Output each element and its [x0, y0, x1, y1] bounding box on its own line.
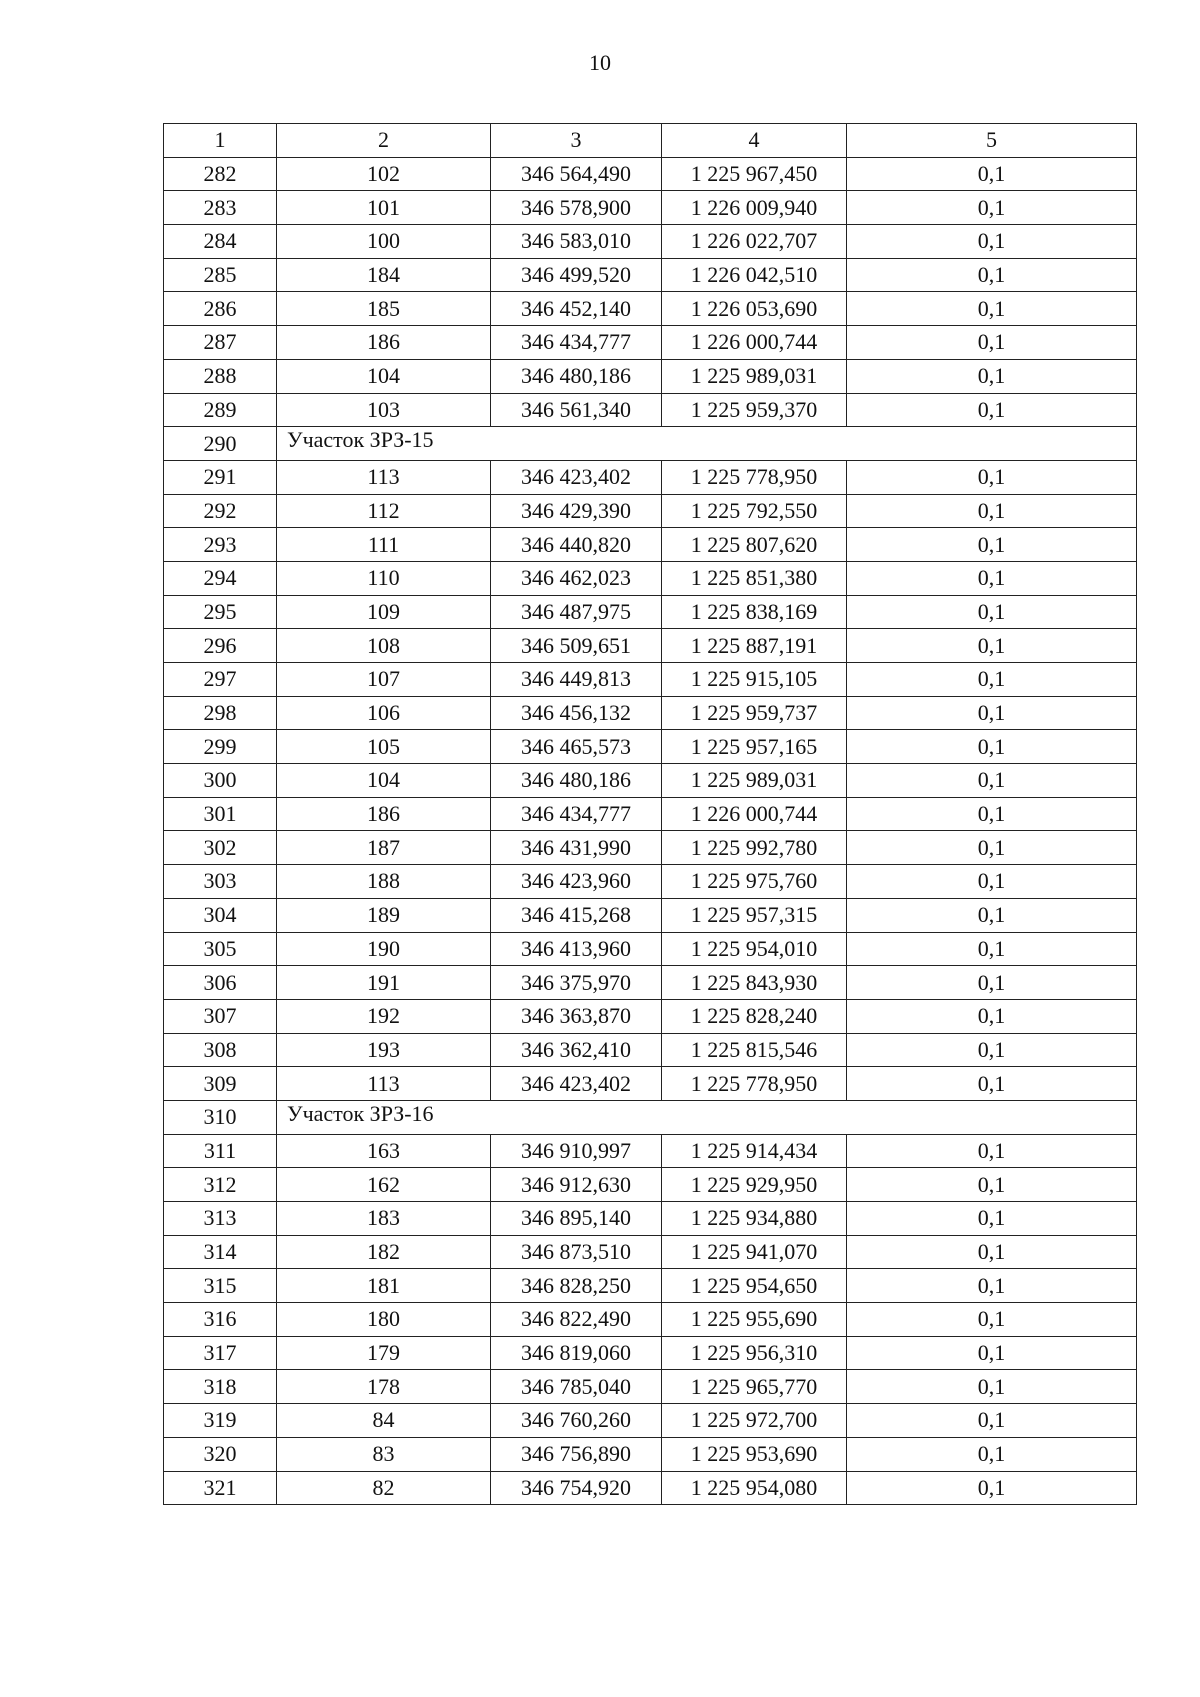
row-number-cell: 317: [164, 1336, 277, 1370]
table-row: [164, 561, 1137, 595]
accuracy-cell: 0,1: [847, 629, 1137, 663]
accuracy-cell: 0,1: [847, 1067, 1137, 1101]
y-coordinate-cell: 1 225 843,930: [662, 966, 847, 1000]
point-number-cell: 105: [277, 730, 491, 764]
row-number-cell: 297: [164, 663, 277, 697]
row-number-cell: 287: [164, 326, 277, 360]
table-row: [164, 865, 1137, 899]
point-number-cell: 193: [277, 1033, 491, 1067]
accuracy-cell: 0,1: [847, 393, 1137, 427]
x-coordinate-cell: 346 413,960: [491, 932, 662, 966]
point-number-cell: 82: [277, 1471, 491, 1505]
point-number-cell: 104: [277, 764, 491, 798]
point-number-cell: 163: [277, 1134, 491, 1168]
point-number-cell: 181: [277, 1269, 491, 1303]
table-row: [164, 1303, 1137, 1337]
accuracy-cell: 0,1: [847, 1370, 1137, 1404]
accuracy-cell: 0,1: [847, 1437, 1137, 1471]
x-coordinate-cell: 346 822,490: [491, 1303, 662, 1337]
table-row: [164, 1033, 1137, 1067]
x-coordinate-cell: 346 499,520: [491, 258, 662, 292]
coordinates-table-container: [163, 123, 1136, 1505]
accuracy-cell: 0,1: [847, 1235, 1137, 1269]
row-number-cell: 292: [164, 494, 277, 528]
row-number-cell: 300: [164, 764, 277, 798]
point-number-cell: 185: [277, 292, 491, 326]
table-row: [164, 1202, 1137, 1236]
x-coordinate-cell: 346 462,023: [491, 561, 662, 595]
y-coordinate-cell: 1 225 828,240: [662, 999, 847, 1033]
row-number-cell: 320: [164, 1437, 277, 1471]
x-coordinate-cell: 346 561,340: [491, 393, 662, 427]
point-number-cell: 178: [277, 1370, 491, 1404]
row-number-cell: 302: [164, 831, 277, 865]
row-number-cell: 305: [164, 932, 277, 966]
point-number-cell: 83: [277, 1437, 491, 1471]
table-row: [164, 326, 1137, 360]
table-row: [164, 696, 1137, 730]
y-coordinate-cell: 1 225 807,620: [662, 528, 847, 562]
y-coordinate-cell: 1 225 954,650: [662, 1269, 847, 1303]
x-coordinate-cell: 346 910,997: [491, 1134, 662, 1168]
accuracy-cell: 0,1: [847, 1134, 1137, 1168]
table-row: [164, 393, 1137, 427]
row-number-cell: 284: [164, 225, 277, 259]
y-coordinate-cell: 1 225 957,315: [662, 898, 847, 932]
accuracy-cell: 0,1: [847, 696, 1137, 730]
accuracy-cell: 0,1: [847, 1269, 1137, 1303]
table-row: [164, 1404, 1137, 1438]
point-number-cell: 103: [277, 393, 491, 427]
y-coordinate-cell: 1 225 959,370: [662, 393, 847, 427]
y-coordinate-cell: 1 225 956,310: [662, 1336, 847, 1370]
point-number-cell: 108: [277, 629, 491, 663]
table-row: [164, 191, 1137, 225]
header-cell: 3: [491, 124, 662, 158]
row-number-cell: 313: [164, 1202, 277, 1236]
y-coordinate-cell: 1 225 957,165: [662, 730, 847, 764]
row-number-cell: 306: [164, 966, 277, 1000]
y-coordinate-cell: 1 225 838,169: [662, 595, 847, 629]
row-number-cell: 298: [164, 696, 277, 730]
x-coordinate-cell: 346 362,410: [491, 1033, 662, 1067]
x-coordinate-cell: 346 363,870: [491, 999, 662, 1033]
coordinates-table: [163, 123, 1137, 1505]
accuracy-cell: 0,1: [847, 999, 1137, 1033]
x-coordinate-cell: 346 465,573: [491, 730, 662, 764]
y-coordinate-cell: 1 225 915,105: [662, 663, 847, 697]
point-number-cell: 106: [277, 696, 491, 730]
x-coordinate-cell: 346 440,820: [491, 528, 662, 562]
y-coordinate-cell: 1 225 955,690: [662, 1303, 847, 1337]
table-row: [164, 258, 1137, 292]
point-number-cell: 111: [277, 528, 491, 562]
y-coordinate-cell: 1 226 000,744: [662, 797, 847, 831]
table-row: [164, 494, 1137, 528]
table-row: [164, 1336, 1137, 1370]
x-coordinate-cell: 346 583,010: [491, 225, 662, 259]
header-cell: 1: [164, 124, 277, 158]
row-number-cell: 321: [164, 1471, 277, 1505]
row-number-cell: 319: [164, 1404, 277, 1438]
x-coordinate-cell: 346 564,490: [491, 157, 662, 191]
row-number-cell: 312: [164, 1168, 277, 1202]
table-row: [164, 1269, 1137, 1303]
table-row: [164, 764, 1137, 798]
table-row: [164, 663, 1137, 697]
accuracy-cell: 0,1: [847, 932, 1137, 966]
x-coordinate-cell: 346 912,630: [491, 1168, 662, 1202]
x-coordinate-cell: 346 785,040: [491, 1370, 662, 1404]
y-coordinate-cell: 1 225 851,380: [662, 561, 847, 595]
accuracy-cell: 0,1: [847, 561, 1137, 595]
y-coordinate-cell: 1 225 778,950: [662, 1067, 847, 1101]
accuracy-cell: 0,1: [847, 595, 1137, 629]
row-number-cell: 301: [164, 797, 277, 831]
row-number-cell: 303: [164, 865, 277, 899]
x-coordinate-cell: 346 509,651: [491, 629, 662, 663]
x-coordinate-cell: 346 756,890: [491, 1437, 662, 1471]
accuracy-cell: 0,1: [847, 258, 1137, 292]
section-row: [164, 1100, 1137, 1134]
y-coordinate-cell: 1 225 972,700: [662, 1404, 847, 1438]
y-coordinate-cell: 1 225 965,770: [662, 1370, 847, 1404]
x-coordinate-cell: 346 895,140: [491, 1202, 662, 1236]
y-coordinate-cell: 1 225 959,737: [662, 696, 847, 730]
table-row: [164, 831, 1137, 865]
point-number-cell: 109: [277, 595, 491, 629]
point-number-cell: 84: [277, 1404, 491, 1438]
x-coordinate-cell: 346 578,900: [491, 191, 662, 225]
table-row: [164, 1168, 1137, 1202]
row-number-cell: 293: [164, 528, 277, 562]
row-number-cell: 288: [164, 359, 277, 393]
header-cell: 2: [277, 124, 491, 158]
y-coordinate-cell: 1 226 009,940: [662, 191, 847, 225]
x-coordinate-cell: 346 480,186: [491, 764, 662, 798]
section-row: [164, 427, 1137, 461]
y-coordinate-cell: 1 225 941,070: [662, 1235, 847, 1269]
accuracy-cell: 0,1: [847, 528, 1137, 562]
table-row: [164, 292, 1137, 326]
row-number-cell: 282: [164, 157, 277, 191]
row-number-cell: 296: [164, 629, 277, 663]
point-number-cell: 182: [277, 1235, 491, 1269]
table-row: [164, 359, 1137, 393]
x-coordinate-cell: 346 487,975: [491, 595, 662, 629]
table-row: [164, 1437, 1137, 1471]
table-row: [164, 157, 1137, 191]
table-row: [164, 898, 1137, 932]
x-coordinate-cell: 346 429,390: [491, 494, 662, 528]
table-row: [164, 1134, 1137, 1168]
y-coordinate-cell: 1 225 954,080: [662, 1471, 847, 1505]
accuracy-cell: 0,1: [847, 191, 1137, 225]
table-row: [164, 797, 1137, 831]
y-coordinate-cell: 1 226 000,744: [662, 326, 847, 360]
y-coordinate-cell: 1 225 815,546: [662, 1033, 847, 1067]
y-coordinate-cell: 1 226 053,690: [662, 292, 847, 326]
table-header-row: [164, 124, 1137, 158]
x-coordinate-cell: 346 375,970: [491, 966, 662, 1000]
accuracy-cell: 0,1: [847, 1033, 1137, 1067]
accuracy-cell: 0,1: [847, 494, 1137, 528]
y-coordinate-cell: 1 225 975,760: [662, 865, 847, 899]
row-number-cell: 308: [164, 1033, 277, 1067]
y-coordinate-cell: 1 225 778,950: [662, 460, 847, 494]
point-number-cell: 110: [277, 561, 491, 595]
table-row: [164, 1235, 1137, 1269]
accuracy-cell: 0,1: [847, 225, 1137, 259]
point-number-cell: 189: [277, 898, 491, 932]
table-row: [164, 932, 1137, 966]
table-row: [164, 629, 1137, 663]
accuracy-cell: 0,1: [847, 797, 1137, 831]
table-row: [164, 1471, 1137, 1505]
row-number-cell: 318: [164, 1370, 277, 1404]
accuracy-cell: 0,1: [847, 292, 1137, 326]
point-number-cell: 162: [277, 1168, 491, 1202]
x-coordinate-cell: 346 754,920: [491, 1471, 662, 1505]
row-number-cell: 299: [164, 730, 277, 764]
point-number-cell: 102: [277, 157, 491, 191]
row-number-cell: 286: [164, 292, 277, 326]
page-number: 10: [589, 50, 611, 75]
accuracy-cell: 0,1: [847, 966, 1137, 1000]
table-row: [164, 999, 1137, 1033]
x-coordinate-cell: 346 423,402: [491, 1067, 662, 1101]
table-row: [164, 528, 1137, 562]
point-number-cell: 101: [277, 191, 491, 225]
point-number-cell: 100: [277, 225, 491, 259]
accuracy-cell: 0,1: [847, 1336, 1137, 1370]
x-coordinate-cell: 346 828,250: [491, 1269, 662, 1303]
point-number-cell: 191: [277, 966, 491, 1000]
table-row: [164, 460, 1137, 494]
accuracy-cell: 0,1: [847, 157, 1137, 191]
point-number-cell: 184: [277, 258, 491, 292]
point-number-cell: 188: [277, 865, 491, 899]
point-number-cell: 113: [277, 1067, 491, 1101]
accuracy-cell: 0,1: [847, 1471, 1137, 1505]
row-number-cell: 304: [164, 898, 277, 932]
accuracy-cell: 0,1: [847, 326, 1137, 360]
table-row: [164, 225, 1137, 259]
y-coordinate-cell: 1 225 989,031: [662, 359, 847, 393]
y-coordinate-cell: 1 225 914,434: [662, 1134, 847, 1168]
x-coordinate-cell: 346 434,777: [491, 797, 662, 831]
y-coordinate-cell: 1 225 953,690: [662, 1437, 847, 1471]
header-cell: 5: [847, 124, 1137, 158]
row-number-cell: 309: [164, 1067, 277, 1101]
y-coordinate-cell: 1 225 887,191: [662, 629, 847, 663]
table-row: [164, 1067, 1137, 1101]
x-coordinate-cell: 346 452,140: [491, 292, 662, 326]
point-number-cell: 180: [277, 1303, 491, 1337]
row-number-cell: 283: [164, 191, 277, 225]
accuracy-cell: 0,1: [847, 865, 1137, 899]
point-number-cell: 104: [277, 359, 491, 393]
row-number-cell: 314: [164, 1235, 277, 1269]
y-coordinate-cell: 1 225 992,780: [662, 831, 847, 865]
point-number-cell: 112: [277, 494, 491, 528]
y-coordinate-cell: 1 225 967,450: [662, 157, 847, 191]
table-body: [164, 157, 1137, 1505]
accuracy-cell: 0,1: [847, 831, 1137, 865]
x-coordinate-cell: 346 449,813: [491, 663, 662, 697]
point-number-cell: 186: [277, 797, 491, 831]
row-number-cell: 291: [164, 460, 277, 494]
y-coordinate-cell: 1 225 989,031: [662, 764, 847, 798]
row-number-cell: 315: [164, 1269, 277, 1303]
section-title-cell: Участок ЗРЗ-15: [277, 427, 1137, 461]
row-number-cell: 295: [164, 595, 277, 629]
point-number-cell: 183: [277, 1202, 491, 1236]
y-coordinate-cell: 1 225 792,550: [662, 494, 847, 528]
table-row: [164, 1370, 1137, 1404]
row-number-cell: 310: [164, 1100, 277, 1134]
accuracy-cell: 0,1: [847, 730, 1137, 764]
x-coordinate-cell: 346 480,186: [491, 359, 662, 393]
point-number-cell: 187: [277, 831, 491, 865]
section-title-cell: Участок ЗРЗ-16: [277, 1100, 1137, 1134]
header-cell: 4: [662, 124, 847, 158]
row-number-cell: 311: [164, 1134, 277, 1168]
x-coordinate-cell: 346 760,260: [491, 1404, 662, 1438]
accuracy-cell: 0,1: [847, 1404, 1137, 1438]
y-coordinate-cell: 1 226 042,510: [662, 258, 847, 292]
row-number-cell: 290: [164, 427, 277, 461]
x-coordinate-cell: 346 423,402: [491, 460, 662, 494]
x-coordinate-cell: 346 415,268: [491, 898, 662, 932]
point-number-cell: 192: [277, 999, 491, 1033]
x-coordinate-cell: 346 431,990: [491, 831, 662, 865]
table-row: [164, 595, 1137, 629]
x-coordinate-cell: 346 873,510: [491, 1235, 662, 1269]
y-coordinate-cell: 1 225 934,880: [662, 1202, 847, 1236]
y-coordinate-cell: 1 226 022,707: [662, 225, 847, 259]
y-coordinate-cell: 1 225 929,950: [662, 1168, 847, 1202]
table-row: [164, 966, 1137, 1000]
point-number-cell: 186: [277, 326, 491, 360]
row-number-cell: 316: [164, 1303, 277, 1337]
accuracy-cell: 0,1: [847, 663, 1137, 697]
x-coordinate-cell: 346 819,060: [491, 1336, 662, 1370]
accuracy-cell: 0,1: [847, 460, 1137, 494]
accuracy-cell: 0,1: [847, 898, 1137, 932]
row-number-cell: 289: [164, 393, 277, 427]
row-number-cell: 307: [164, 999, 277, 1033]
row-number-cell: 294: [164, 561, 277, 595]
accuracy-cell: 0,1: [847, 1303, 1137, 1337]
point-number-cell: 113: [277, 460, 491, 494]
accuracy-cell: 0,1: [847, 1202, 1137, 1236]
row-number-cell: 285: [164, 258, 277, 292]
accuracy-cell: 0,1: [847, 359, 1137, 393]
table-row: [164, 730, 1137, 764]
x-coordinate-cell: 346 434,777: [491, 326, 662, 360]
point-number-cell: 107: [277, 663, 491, 697]
y-coordinate-cell: 1 225 954,010: [662, 932, 847, 966]
accuracy-cell: 0,1: [847, 1168, 1137, 1202]
x-coordinate-cell: 346 456,132: [491, 696, 662, 730]
accuracy-cell: 0,1: [847, 764, 1137, 798]
x-coordinate-cell: 346 423,960: [491, 865, 662, 899]
point-number-cell: 190: [277, 932, 491, 966]
point-number-cell: 179: [277, 1336, 491, 1370]
